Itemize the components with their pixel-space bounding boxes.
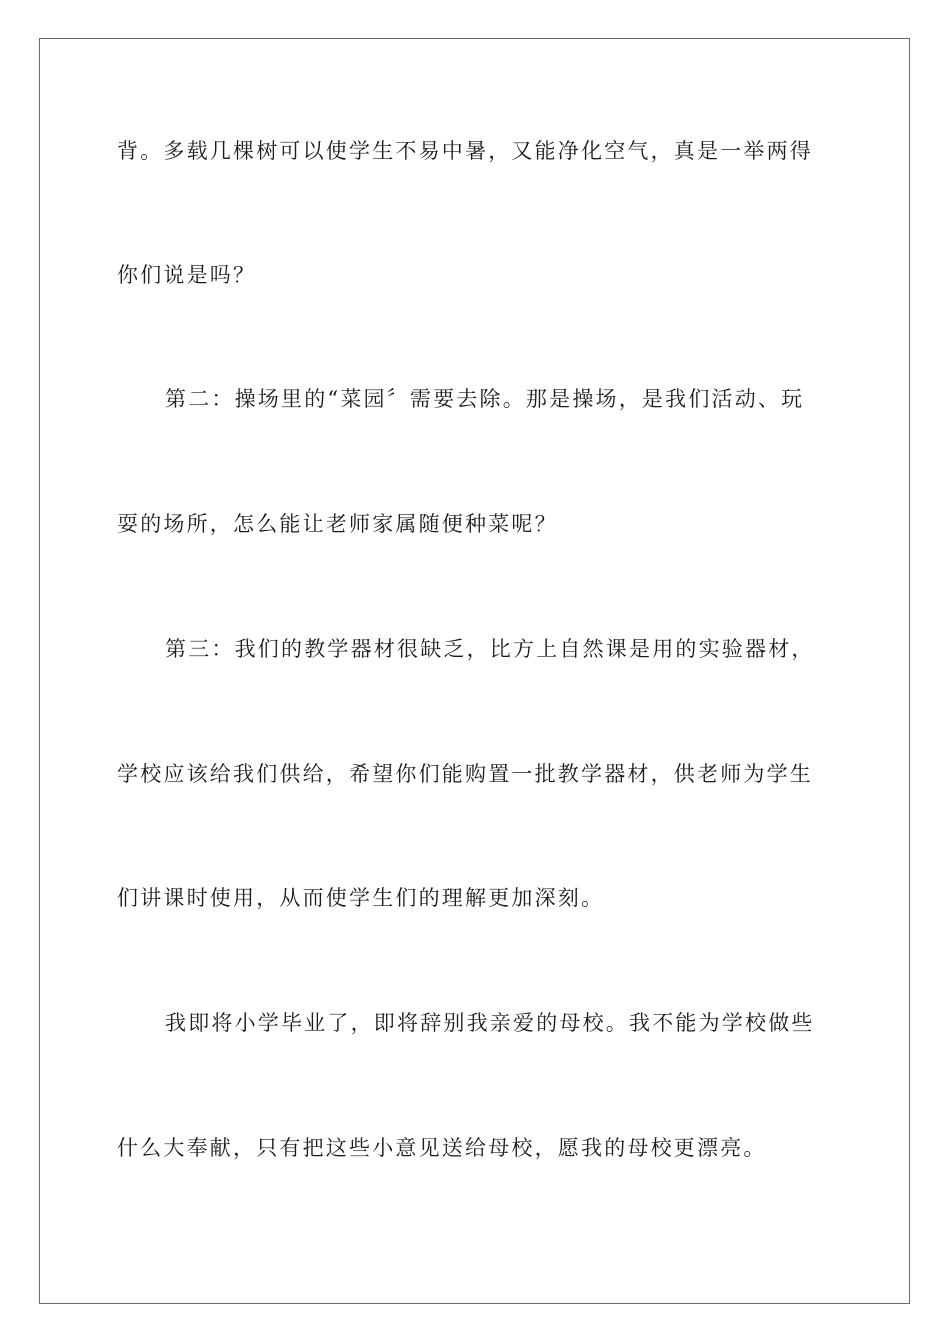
text-line-2: 你们说是吗？ (117, 263, 257, 287)
text-line-3: 第二：操场里的“菜园〞需要去除。那是操场，是我们活动、玩 (165, 387, 805, 411)
text-line-7: 们讲课时使用，从而使学生们的理解更加深刻。 (117, 886, 605, 910)
text-line-5: 第三：我们的教学器材很缺乏，比方上自然课是用的实验器材， (165, 637, 815, 661)
text-line-6: 学校应该给我们供给，希望你们能购置一批教学器材，供老师为学生 (117, 762, 813, 786)
page-frame (39, 38, 910, 1304)
text-line-9: 什么大奉献，只有把这些小意见送给母校，愿我的母校更漂亮。 (117, 1136, 767, 1160)
text-line-4: 耍的场所，怎么能让老师家属随便种菜呢？ (117, 512, 558, 536)
text-line-8: 我即将小学毕业了，即将辞别我亲爱的母校。我不能为学校做些 (165, 1011, 815, 1035)
text-line-1: 背。多载几棵树可以使学生不易中暑，又能净化空气，真是一举两得 (117, 139, 813, 163)
